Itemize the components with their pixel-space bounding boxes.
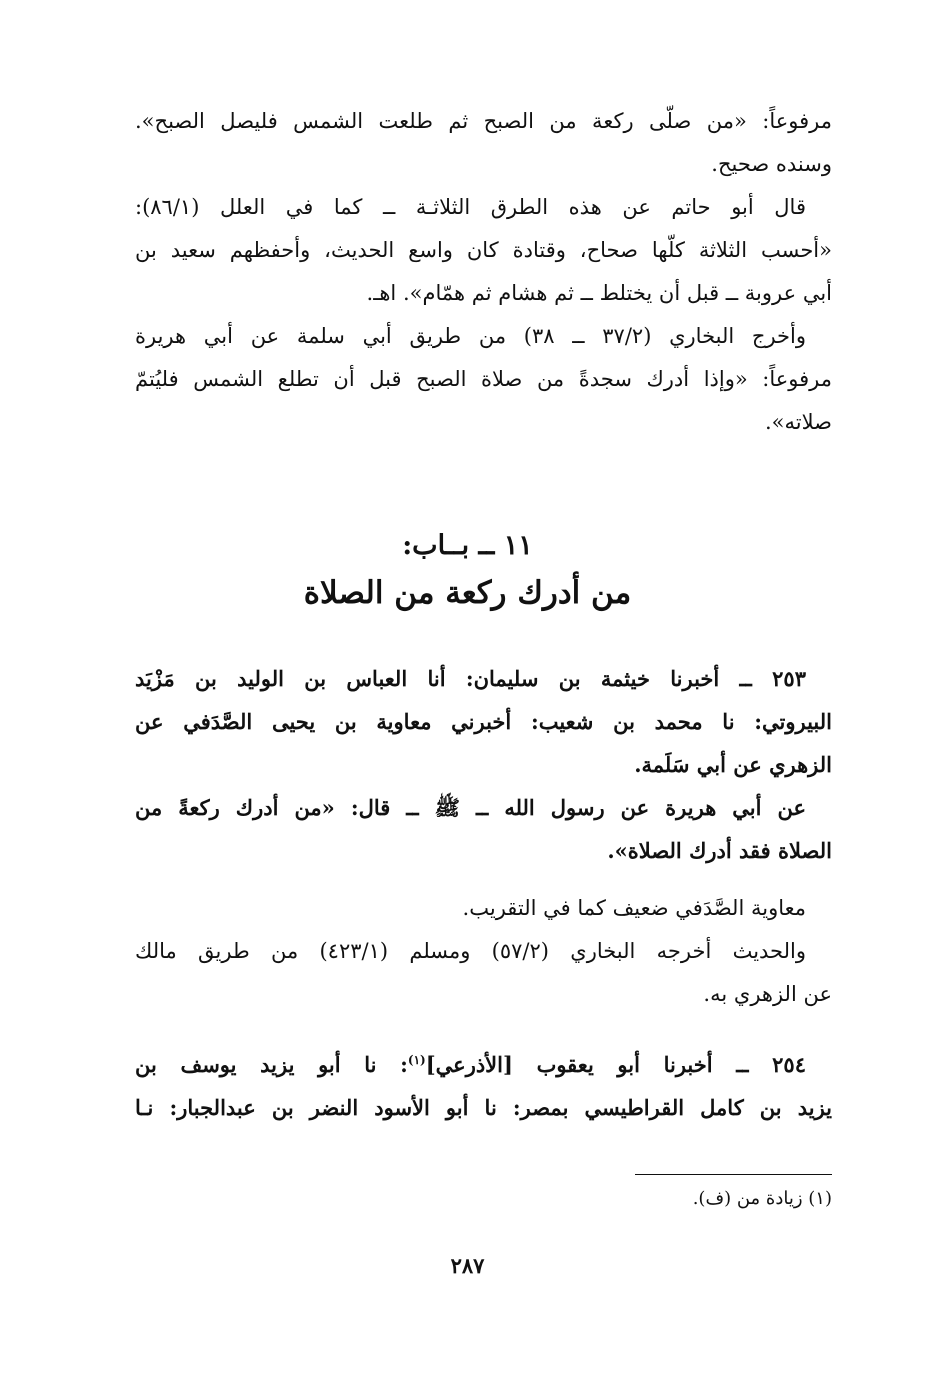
commentary-line: عن الزهري به. — [703, 982, 832, 1006]
commentary-line: معاوية الصَّدَفي ضعيف كما في التقريب. — [462, 896, 806, 920]
hadith-line: عن أبي هريرة عن رسول الله ــ ﷺ ــ قال: «من أدرك ركعةً من — [135, 795, 806, 820]
hadith-line: الزهري عن أبي سَلَمة. — [634, 752, 832, 777]
hadith-254-start: ٢٥٤ ــ أخبرنا أبو يعقوب [الأذرعي] — [425, 1052, 806, 1077]
hadith-line: يزيد بن كامل القراطيسي بمصر: نا أبو الأسود النضر بن عبدالجبار: نـا — [135, 1095, 832, 1120]
text-line: أبي عروبة ــ قبل أن يختلط ــ ثم هشام ثم همّام». اهـ. — [366, 281, 832, 305]
chapter-number: ١١ ــ بــاب: — [402, 530, 533, 561]
footnote-divider — [635, 1174, 832, 1175]
text-line: وأخرج البخاري (٣٧/٢ ــ ٣٨) من طريق أبي سلمة عن أبي هريرة — [135, 324, 806, 348]
commentary-253 — [135, 887, 832, 1016]
footnote-marker: (١) — [407, 1053, 426, 1067]
text-line: مرفوعاً: «وإذا أدرك سجدةً من صلاة الصبح قبل أن تطلع الشمس فليُتمّ — [135, 367, 832, 391]
hadith-254 — [135, 1043, 832, 1129]
text-line: صلاته». — [765, 410, 832, 434]
text-line: مرفوعاً: «من صلّى ركعة من الصبح ثم طلعت الشمس فليصل الصبح». — [135, 109, 832, 133]
hadith-254-continuation: : نا أبو يزيد يوسف بن — [135, 1052, 408, 1077]
hadith-253 — [135, 657, 832, 872]
hadith-line: الصلاة فقد أدرك الصلاة». — [607, 838, 832, 863]
hadith-line: ٢٥٣ ــ أخبرنا خيثمة بن سليمان: أنا العباس بن الوليد بن مَزْيَد — [135, 666, 806, 691]
page-number: ٢٨٧ — [450, 1253, 485, 1278]
top-section — [135, 100, 832, 444]
hadith-line: البيروتي: نا محمد بن شعيب: أخبرني معاوية بن يحيى الصَّدَفي عن — [135, 709, 832, 734]
text-line: «أحسب الثلاثة كلّها صحاح، وقتادة كان واسع الحديث، وأحفظهم سعيد بن — [135, 238, 832, 262]
chapter-title: من أدرك ركعة من الصلاة — [303, 575, 632, 611]
hadith-line — [135, 1043, 832, 1086]
commentary-line: والحديث أخرجه البخاري (٥٧/٢) ومسلم (٤٢٣/١) من طريق مالك — [135, 939, 806, 963]
text-line: وسنده صحيح. — [711, 152, 832, 176]
text-line: قال أبو حاتم عن هذه الطرق الثلاثـة ــ كما في العلل (٨٦/١): — [135, 195, 806, 219]
footnote: (١) زيادة من (ف). — [692, 1188, 832, 1209]
